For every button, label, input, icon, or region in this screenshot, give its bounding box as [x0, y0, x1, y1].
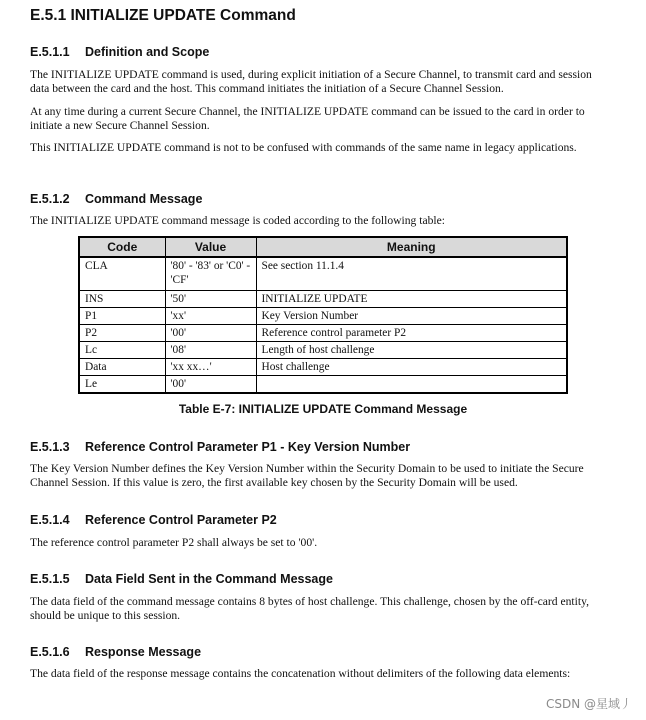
- section-number: E.5.1.2: [30, 192, 70, 206]
- section-heading-data-field: [30, 572, 333, 586]
- section-title: Reference Control Parameter P1 - Key Version Number: [85, 440, 411, 454]
- table-cell: INS: [79, 291, 165, 308]
- column-header: Meaning: [256, 237, 567, 257]
- section-heading-response: [30, 645, 201, 659]
- paragraph: The INITIALIZE UPDATE command is used, during explicit initiation of a Secure Channel, to transmit card and session data between the card and the host. This command initiates the initiation of a Secure Channel Session.: [30, 68, 592, 96]
- section-heading-definition: [30, 45, 209, 59]
- table-cell: CLA: [79, 257, 165, 291]
- page-title: E.5.1 INITIALIZE UPDATE Command: [30, 7, 296, 24]
- section-number: E.5.1.5: [30, 572, 70, 586]
- section-number: E.5.1.1: [30, 45, 70, 59]
- paragraph: The reference control parameter P2 shall always be set to '00'.: [30, 536, 318, 549]
- paragraph: The data field of the response message contains the concatenation without delimiters of the following data elements:: [30, 667, 571, 680]
- table-cell: Data: [79, 359, 165, 376]
- section-title: Response Message: [85, 645, 202, 659]
- section-number: E.5.1.3: [30, 440, 70, 454]
- column-header: Value: [165, 237, 256, 257]
- section-heading-p1: [30, 440, 410, 454]
- table-row: [79, 257, 567, 291]
- table-cell: INITIALIZE UPDATE: [256, 291, 567, 308]
- table-cell: Reference control parameter P2: [256, 325, 567, 342]
- table-cell: '00': [165, 376, 256, 394]
- section-number: E.5.1.4: [30, 513, 70, 527]
- table-row: [79, 291, 567, 308]
- section-title: Data Field Sent in the Command Message: [85, 572, 333, 586]
- table-cell: See section 11.1.4: [256, 257, 567, 291]
- table-cell: Length of host challenge: [256, 342, 567, 359]
- command-table: [78, 236, 568, 394]
- paragraph: The INITIALIZE UPDATE command message is coded according to the following table:: [30, 214, 446, 227]
- table-cell: Host challenge: [256, 359, 567, 376]
- table-row: [79, 342, 567, 359]
- section-title: Reference Control Parameter P2: [85, 513, 277, 527]
- section-title: Definition and Scope: [85, 45, 210, 59]
- paragraph: The data field of the command message contains 8 bytes of host challenge. This challenge, chosen by the off-card entity, should be unique to this session.: [30, 595, 590, 623]
- table-header-row: [79, 237, 567, 257]
- table-row: [79, 376, 567, 394]
- section-title: Command Message: [85, 192, 203, 206]
- table-cell: 'xx': [165, 308, 256, 325]
- table-cell: Lc: [79, 342, 165, 359]
- paragraph: The Key Version Number defines the Key Version Number within the Security Domain to be used to initiate the Secure Channel Session. If this value is zero, the first available key chosen by the Security Domain will be used.: [30, 462, 584, 490]
- table-cell: P2: [79, 325, 165, 342]
- column-header: Code: [79, 237, 165, 257]
- table-cell: '50': [165, 291, 256, 308]
- table-cell: Le: [79, 376, 165, 394]
- table-cell: [256, 376, 567, 394]
- section-heading-command-message: [30, 192, 202, 206]
- section-heading-p2: [30, 513, 277, 527]
- table-cell: 'xx xx…': [165, 359, 256, 376]
- table-cell: P1: [79, 308, 165, 325]
- table-cell: Key Version Number: [256, 308, 567, 325]
- table-cell: '08': [165, 342, 256, 359]
- table-cell: '00': [165, 325, 256, 342]
- table-row: [79, 325, 567, 342]
- table-caption: Table E-7: INITIALIZE UPDATE Command Message: [178, 402, 468, 416]
- table-row: [79, 308, 567, 325]
- csdn-watermark: CSDN @星域丿: [545, 697, 632, 711]
- paragraph: This INITIALIZE UPDATE command is not to be confused with commands of the same name in legacy applications.: [30, 141, 577, 154]
- paragraph: At any time during a current Secure Channel, the INITIALIZE UPDATE command can be issued to the card in order to initiate a new Secure Channel Session.: [30, 105, 585, 133]
- section-number: E.5.1.6: [30, 645, 70, 659]
- table-row: [79, 359, 567, 376]
- table-cell: '80' - '83' or 'C0' - 'CF': [165, 257, 256, 291]
